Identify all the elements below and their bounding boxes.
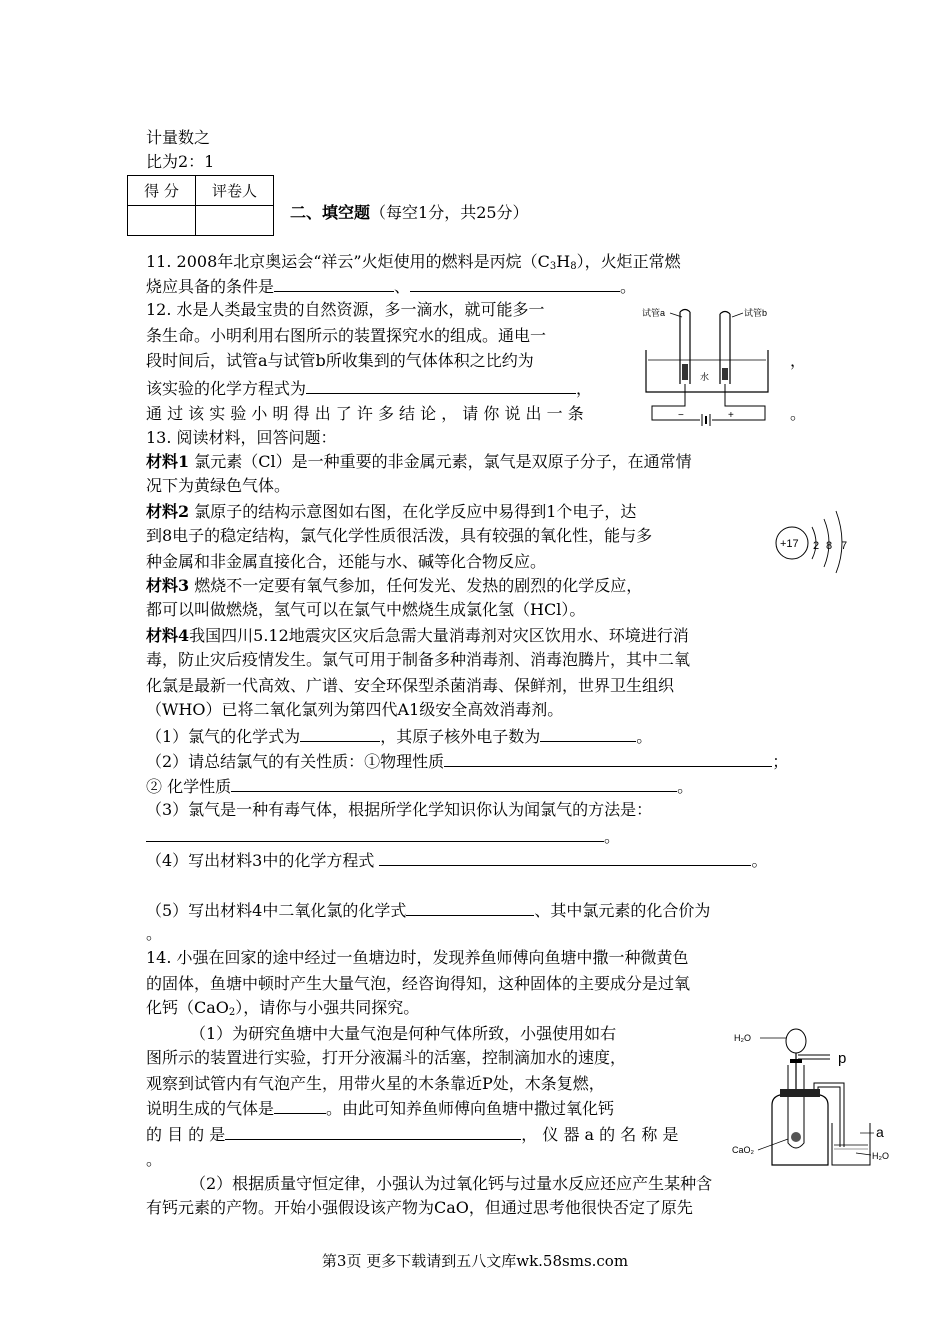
m4-label: 材料4 [146,626,190,645]
m4-line-3: 化氯是最新一代高效、广谱、安全环保型杀菌消毒、保鲜剂，世界卫生组织 [146,676,675,695]
q13-part-3-answer [146,826,620,847]
m1-text: 氯元素（Cl）是一种重要的非金属元素，氯气是双原子分子，在通常情 [189,452,692,471]
q13-p4-end: 。 [751,851,768,870]
chemical-property-blank[interactable] [231,776,677,792]
q13-part-3: （3）氯气是一种有毒气体，根据所学化学知识你认为闻氯气的方法是： [146,800,653,819]
q12-line-5: 通 过 该 实 验 小 明 得 出 了 许 多 结 论 ， 请 你 说 出 一 条 [146,404,584,423]
q13-part-5 [146,900,710,921]
m4-line-4: （WHO）已将二氧化氯列为第四代A1级安全高效消毒剂。 [146,700,564,719]
m4-line-1 [146,626,689,646]
q12-line-1: 12. 水是人类最宝贵的自然资源，多一滴水，就可能多一 [146,300,545,319]
q14-text-b: ），请你与小强共同探究。 [235,998,420,1017]
m1-label: 材料1 [146,452,190,471]
water-funnel-label: H₂O [734,1033,751,1043]
q14-p1-line-6: 。 [146,1150,163,1169]
m4-line-2: 毒，防止灾后疫情发生。氯气可用于制备多种消毒剂、消毒泡腾片，其中二氧 [146,650,691,669]
clo2-formula-blank[interactable] [406,900,534,916]
q13-p1-end: 。 [636,727,653,746]
m3-line-1 [146,576,642,596]
section-title: 二、填空题 [290,203,371,222]
q14-gas-prompt-b: 。由此可知养鱼师傅向鱼塘中撒过氧化钙 [326,1099,615,1118]
q11-text-a: 11. 2008年北京奥运会“祥云”火炬使用的燃料是丙烷（C [146,252,550,271]
q11-end: 。 [620,277,637,296]
physical-property-blank[interactable] [444,751,772,767]
q11-blank-1[interactable] [274,276,394,292]
shell-2-electrons: 8 [826,540,833,552]
m2-line-2: 到8电子的稳定结构，氯气化学性质很活泼，具有较强的氧化性，能与多 [146,526,653,545]
purpose-blank[interactable] [225,1124,521,1140]
q14-sub-2: 2 [228,1007,236,1018]
grader-cell[interactable] [196,206,274,236]
q11-sep: 、 [394,277,411,296]
q13-p1-prompt: （1）氯气的化学式为 [146,727,301,746]
q14-instrument-prompt: ， 仪 器 a 的 名 称 是 [521,1125,679,1144]
grader-header: 评卷人 [196,176,274,206]
q13-p1-prompt-b: ，其原子核外电子数为 [380,727,541,746]
q14-p2-line-2: 有钙元素的产物。开始小强假设该产物为CaO，但通过思考他很快否定了原先 [146,1198,693,1217]
score-header: 得 分 [128,176,196,206]
tube-a-label: 试管a [642,308,666,318]
q14-gas-prompt: 说明生成的气体是 [146,1099,275,1118]
chlorine-atom-diagram [770,505,855,575]
q14-p1-line-1: （1）为研究鱼塘中大量气泡是何种气体所致，小强使用如右 [190,1024,617,1043]
q12-line-2: 条生命。小明利用右图所示的装置探究水的组成。通电一 [146,326,547,345]
chlorine-formula-blank[interactable] [300,726,380,742]
q14-text-a: 化钙（CaO [146,998,229,1017]
m2-label: 材料2 [146,502,190,521]
q14-line-1: 14. 小强在回家的途中经过一鱼塘边时，发现养鱼师傅向鱼塘中撒一种微黄色 [146,948,689,967]
page-footer: 第3页 更多下载请到五八文库wk.58sms.com [321,1252,629,1270]
m1-line-1 [146,452,692,472]
water-label: 水 [700,372,710,382]
m3-label: 材料3 [146,576,190,595]
q14-purpose-prompt: 的 目 的 是 [146,1125,226,1144]
q11-blank-2[interactable] [410,276,620,292]
q13-p3-end: 。 [604,827,621,846]
electrolysis-figure [640,302,782,430]
q13-p5-prompt-b: 、其中氯元素的化合价为 [534,901,711,920]
q12-line-3-end: ， [790,351,807,370]
q13-part-1 [146,726,652,747]
minus-label: − [678,410,684,421]
m1-line-2: 况下为黄绿色气体。 [146,476,291,495]
prev-answer-line-2: 比为2：1 [146,152,215,171]
q12-equation-blank[interactable] [306,378,576,394]
section-heading [290,203,529,223]
q13-part-2b [146,776,693,797]
q11-h: H [556,252,571,271]
q11-text-b: ），火炬正常燃 [576,252,681,271]
q11-line-2 [146,276,636,297]
q14-p1-line-4 [146,1098,614,1119]
shell-3-electrons: 7 [841,540,848,552]
gas-apparatus-figure [730,1025,890,1173]
q12-line-5-end: 。 [790,404,807,423]
q13-part-2a [146,751,788,772]
m2-line-3: 种金属和非金属直接化合，还能与水、碱等化合物反应。 [146,552,547,571]
m3-line-2: 都可以叫做燃烧，氢气可以在氯气中燃烧生成氯化氢（HCl）。 [146,600,586,619]
q13-p2b-prompt: ② 化学性质 [146,777,232,796]
q14-p1-line-3: 观察到试管内有气泡产生，用带火星的木条靠近P处，木条复燃， [146,1074,605,1093]
p-label: p [838,1050,847,1067]
instrument-a-label: a [876,1124,884,1140]
q11-line-1 [146,252,681,277]
q13-p2b-end: 。 [677,777,694,796]
smell-method-blank[interactable] [146,826,604,842]
section-note: （每空1分，共25分） [370,203,529,222]
material3-equation-blank[interactable] [379,850,751,866]
plus-label: + [728,410,734,421]
q14-line-2: 的固体，鱼塘中顿时产生大量气泡，经咨询得知，这种固体的主要成分是过氧 [146,974,691,993]
m3-text: 燃烧不一定要有氧气参加，任何发光、发热的剧烈的化学反应， [189,576,643,595]
shell-1-electrons: 2 [813,540,820,552]
prev-answer-line-1: 计量数之 [146,128,211,147]
q13-p4-prompt: （4）写出材料3中的化学方程式 [146,851,380,870]
q12-line-3: 段时间后，试管a与试管b所收集到的气体体积之比约为 [146,351,534,370]
q14-p2-line-1: （2）根据质量守恒定律，小强认为过氧化钙与过量水反应还应产生某种含 [190,1174,713,1193]
q11-prompt: 烧应具备的条件是 [146,277,275,296]
m2-text: 氯原子的结构示意图如右图，在化学反应中易得到1个电子，达 [189,502,637,521]
gas-name-blank[interactable] [274,1098,326,1114]
score-cell[interactable] [128,206,196,236]
cao2-label: CaO₂ [732,1145,754,1155]
q13-p2-end: ； [772,752,789,771]
nucleus-label: +17 [780,538,799,550]
q13-part-5-end: 。 [146,924,163,943]
q13-part-4 [146,850,767,871]
electron-count-blank[interactable] [540,726,636,742]
q12-comma: ， [576,379,593,398]
q11-sub-3: 3 [549,261,557,272]
q13-intro: 13. 阅读材料，回答问题： [146,428,337,447]
q11-sub-8: 8 [570,261,577,272]
q14-line-3 [146,998,419,1023]
q13-p5-prompt: （5）写出材料4中二氧化氯的化学式 [146,901,407,920]
q12-line-4 [146,378,592,399]
score-table [127,175,274,236]
m4-text: 我国四川5.12地震灾区灾后急需大量消毒剂对灾区饮用水、环境进行消 [189,626,689,645]
q14-p1-line-5 [146,1124,678,1145]
tube-b-label: 试管b [744,308,768,318]
q14-p1-line-2: 图所示的装置进行实验，打开分液漏斗的活塞，控制滴加水的速度， [146,1048,627,1067]
q13-p2-prompt: （2）请总结氯气的有关性质：①物理性质 [146,752,445,771]
q12-prompt: 该实验的化学方程式为 [146,379,307,398]
beaker-water-label: H₂O [872,1151,889,1161]
m2-line-1 [146,502,636,522]
